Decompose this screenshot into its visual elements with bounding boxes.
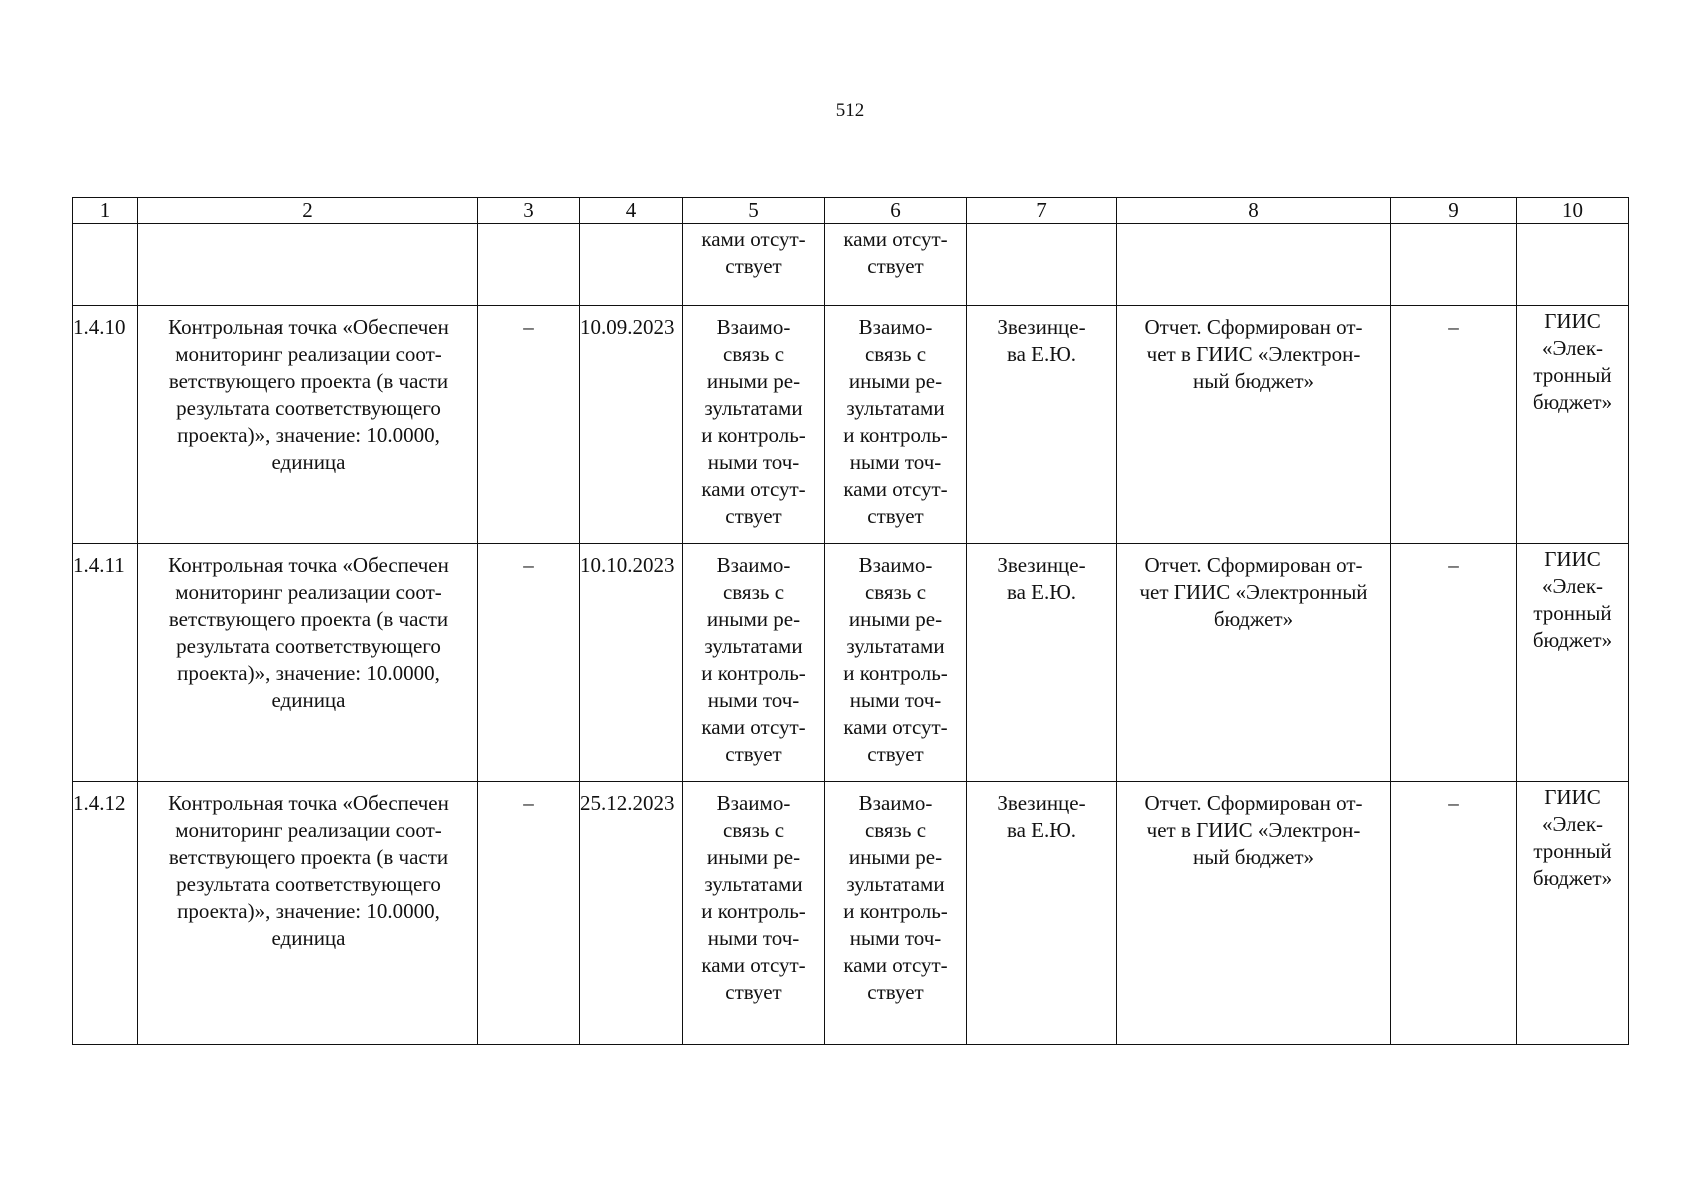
dash-cell: –: [1391, 306, 1517, 544]
page-number: 512: [835, 100, 865, 121]
empty-cell: [967, 224, 1117, 306]
header-cell: 5: [683, 198, 825, 224]
empty-cell: [1391, 224, 1517, 306]
dash-cell: –: [1391, 782, 1517, 1045]
header-cell: 8: [1117, 198, 1391, 224]
checkpoint-name: Контрольная точка «Обеспечен мониторинг реализации соот- ветствующего проекта (в части результата соответствующего проекта)», значение: 10.0000, единица: [138, 782, 478, 1045]
report-cell: Отчет. Сформирован от- чет в ГИИС «Электрон- ный бюджет»: [1117, 306, 1391, 544]
header-cell: 7: [967, 198, 1117, 224]
system-cell: ГИИС «Элек- тронный бюджет»: [1517, 306, 1629, 544]
header-row: [73, 198, 1629, 224]
continuation-row: [73, 224, 1629, 306]
empty-cell: [1117, 224, 1391, 306]
relations-cell: Взаимо- связь с иными ре- зультатами и контроль- ными точ- ками отсут- ствует: [683, 306, 825, 544]
responsible-person: Звезинце- ва Е.Ю.: [967, 782, 1117, 1045]
header-cell: 6: [825, 198, 967, 224]
header-cell: 3: [478, 198, 580, 224]
row-number: 1.4.12: [73, 782, 138, 1045]
relations-cell: Взаимо- связь с иными ре- зультатами и контроль- ными точ- ками отсут- ствует: [825, 782, 967, 1045]
empty-cell: [478, 224, 580, 306]
dash-cell: –: [478, 544, 580, 782]
dash-cell: –: [1391, 544, 1517, 782]
due-date: 10.10.2023: [580, 544, 683, 782]
relations-cell: Взаимо- связь с иными ре- зультатами и контроль- ными точ- ками отсут- ствует: [683, 544, 825, 782]
dash-cell: –: [478, 782, 580, 1045]
relations-cell: ками отсут- ствует: [683, 224, 825, 306]
relations-cell: Взаимо- связь с иными ре- зультатами и контроль- ными точ- ками отсут- ствует: [825, 544, 967, 782]
empty-cell: [138, 224, 478, 306]
empty-cell: [580, 224, 683, 306]
table-row: [73, 782, 1629, 1045]
table-row: [73, 544, 1629, 782]
responsible-person: Звезинце- ва Е.Ю.: [967, 306, 1117, 544]
header-cell: 2: [138, 198, 478, 224]
row-number: 1.4.10: [73, 306, 138, 544]
checkpoint-name: Контрольная точка «Обеспечен мониторинг реализации соот- ветствующего проекта (в части результата соответствующего проекта)», значение: 10.0000, единица: [138, 306, 478, 544]
relations-cell: ками отсут- ствует: [825, 224, 967, 306]
header-cell: 9: [1391, 198, 1517, 224]
header-cell: 4: [580, 198, 683, 224]
empty-cell: [73, 224, 138, 306]
due-date: 10.09.2023: [580, 306, 683, 544]
row-number: 1.4.11: [73, 544, 138, 782]
dash-cell: –: [478, 306, 580, 544]
report-cell: Отчет. Сформирован от- чет ГИИС «Электронный бюджет»: [1117, 544, 1391, 782]
table-row: [73, 306, 1629, 544]
header-cell: 10: [1517, 198, 1629, 224]
control-points-table: [72, 197, 1629, 1045]
report-cell: Отчет. Сформирован от- чет в ГИИС «Электрон- ный бюджет»: [1117, 782, 1391, 1045]
checkpoint-name: Контрольная точка «Обеспечен мониторинг реализации соот- ветствующего проекта (в части результата соответствующего проекта)», значение: 10.0000, единица: [138, 544, 478, 782]
header-cell: 1: [73, 198, 138, 224]
relations-cell: Взаимо- связь с иными ре- зультатами и контроль- ными точ- ками отсут- ствует: [825, 306, 967, 544]
responsible-person: Звезинце- ва Е.Ю.: [967, 544, 1117, 782]
relations-cell: Взаимо- связь с иными ре- зультатами и контроль- ными точ- ками отсут- ствует: [683, 782, 825, 1045]
system-cell: ГИИС «Элек- тронный бюджет»: [1517, 782, 1629, 1045]
system-cell: ГИИС «Элек- тронный бюджет»: [1517, 544, 1629, 782]
empty-cell: [1517, 224, 1629, 306]
due-date: 25.12.2023: [580, 782, 683, 1045]
